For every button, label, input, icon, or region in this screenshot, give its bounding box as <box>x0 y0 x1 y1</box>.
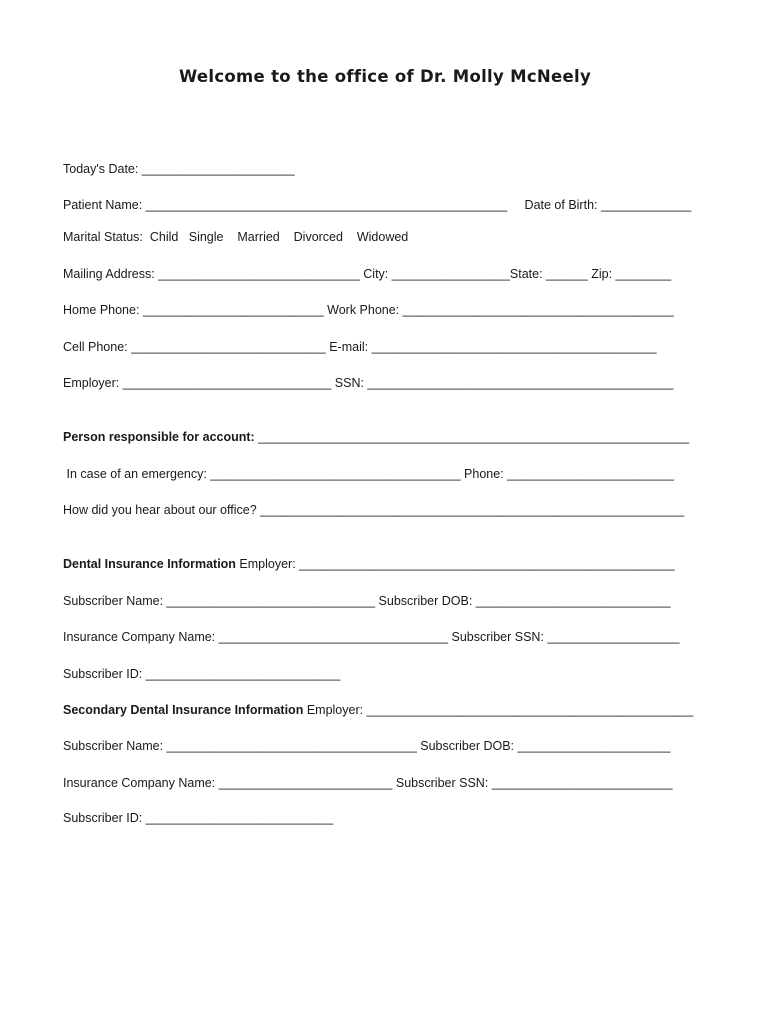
secondary-insurance-company-ssn-field[interactable]: Insurance Company Name: _________________________ Subscriber SSN: __________________________ <box>63 776 673 790</box>
patient-name-dob-field[interactable]: Patient Name: ____________________________________________________ Date of Birth: _____________ <box>63 198 692 212</box>
secondary-insurance-label: Secondary Dental Insurance Information <box>63 703 304 717</box>
dental-insurance-label: Dental Insurance Information <box>63 557 236 571</box>
subscriber-name-dob-field[interactable]: Subscriber Name: ______________________________ Subscriber DOB: ____________________________ <box>63 594 671 608</box>
person-responsible-field[interactable] <box>63 429 689 445</box>
cell-email-fields[interactable]: Cell Phone: ____________________________ E-mail: _________________________________________ <box>63 340 657 354</box>
insurance-company-ssn-field[interactable]: Insurance Company Name: _________________________________ Subscriber SSN: ___________________ <box>63 630 680 644</box>
referral-source-field[interactable]: How did you hear about our office? _____________________________________________________________ <box>63 503 685 517</box>
employer-ssn-fields[interactable]: Employer: ______________________________ SSN: ____________________________________________ <box>63 376 674 390</box>
person-responsible-blank[interactable]: ______________________________________________________________ <box>254 430 690 444</box>
dental-insurance-employer-blank[interactable]: Employer: ______________________________________________________ <box>235 557 675 571</box>
secondary-insurance-employer-blank[interactable]: Employer: _______________________________________________ <box>303 703 694 717</box>
secondary-subscriber-name-dob-field[interactable]: Subscriber Name: ____________________________________ Subscriber DOB: ______________________ <box>63 739 671 753</box>
todays-date-field[interactable]: Today's Date: ______________________ <box>63 162 295 176</box>
dental-insurance-employer-field[interactable] <box>63 556 675 572</box>
secondary-subscriber-id-field[interactable]: Subscriber ID: ___________________________ <box>63 811 334 825</box>
secondary-insurance-employer-field[interactable] <box>63 702 693 718</box>
emergency-contact-field[interactable]: In case of an emergency: ____________________________________ Phone: ________________________ <box>63 467 674 481</box>
subscriber-id-field[interactable]: Subscriber ID: ____________________________ <box>63 667 341 681</box>
marital-status-options[interactable]: Marital Status: Child Single Married Divorced Widowed <box>63 230 409 244</box>
phone-fields[interactable]: Home Phone: __________________________ Work Phone: _______________________________________ <box>63 303 674 317</box>
mailing-address-field[interactable]: Mailing Address: _____________________________ City: _________________State: ______ Zip: ________ <box>63 267 672 281</box>
form-title: Welcome to the office of Dr. Molly McNeely <box>178 67 592 86</box>
person-responsible-label: Person responsible for account: <box>63 430 255 444</box>
